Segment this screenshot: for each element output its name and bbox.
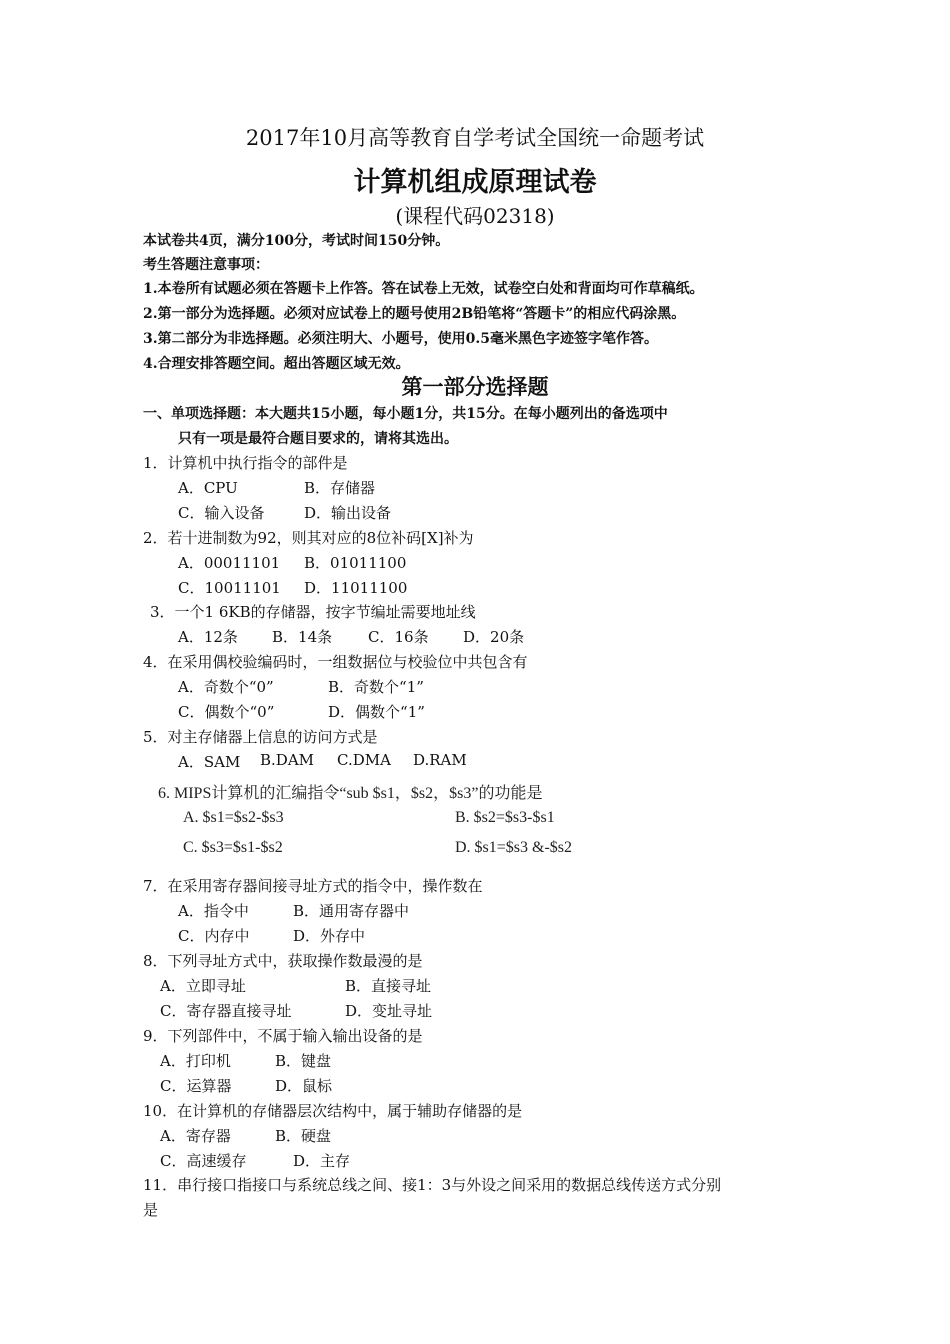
question-3-option-c: C．16条 — [368, 628, 429, 646]
question-6-option-c: C. $s3=$s1-$s2 — [183, 839, 283, 856]
exam-title: 2017年10月高等教育自学考试全国统一命题考试 — [245, 126, 705, 150]
question-8-stem: 8．下列寻址方式中，获取操作数最漫的是 — [143, 952, 423, 970]
question-7-stem: 7．在采用寄存器间接寻址方式的指令中，操作数在 — [143, 877, 483, 895]
question-5-option-c: C.DMA — [337, 751, 391, 769]
question-4-option-d: D．偶数个“1” — [328, 703, 425, 721]
question-9-stem: 9．下列部件中，不属于输入输出设备的是 — [143, 1027, 423, 1045]
question-1-option-c: C．输入设备 — [178, 504, 265, 522]
question-8-option-d: D．变址寻址 — [345, 1002, 433, 1020]
question-8-option-a: A．立即寻址 — [160, 977, 246, 995]
question-9-option-d: D．鼠标 — [275, 1077, 333, 1095]
course-code: (课程代码02318) — [395, 204, 555, 228]
question-8-option-b: B．直接寻址 — [345, 977, 432, 995]
note-item-4: 4.合理安排答题空间。超出答题区域无效。 — [143, 356, 410, 372]
question-1-stem: 1．计算机中执行指令的部件是 — [143, 454, 348, 472]
question-11-stem-line1: 11．串行接口指接口与系统总线之间、接1：3与外设之间采用的数据总线传送方式分别 — [143, 1176, 722, 1194]
question-5-option-d: D.RAM — [413, 751, 467, 769]
question-10-option-d: D．主存 — [293, 1152, 351, 1170]
note-item-1: 1.本卷所有试题必须在答题卡上作答。答在试卷上无效，试卷空白处和背面均可作草稿纸。 — [143, 281, 704, 297]
part1-title: 第一部分选择题 — [401, 374, 549, 399]
note-item-3: 3.第二部分为非选择题。必须注明大、小题号，使用0.5毫米黑色字迹签字笔作答。 — [143, 331, 658, 347]
question-6-option-b: B. $s2=$s3-$s1 — [455, 809, 555, 826]
question-5-option-b: B.DAM — [260, 751, 315, 769]
question-3-option-a: A．12条 — [178, 628, 238, 646]
notes-intro: 本试卷共4页，满分100分，考试时间150分钟。 — [143, 233, 450, 249]
question-7-option-c: C．内存中 — [178, 927, 250, 945]
question-6-option-a: A. $s1=$s2-$s3 — [183, 809, 284, 826]
question-6-stem: 6. MIPS计算机的汇编指令“sub $s1，$s2，$s3”的功能是 — [158, 785, 543, 802]
question-1-option-a: A．CPU — [178, 479, 238, 497]
question-3-option-b: B．14条 — [272, 628, 333, 646]
question-4-option-b: B．奇数个“1” — [328, 678, 424, 696]
part1-instruction-line2: 只有一项是最符合题目要求的，请将其选出。 — [178, 431, 458, 447]
question-10-option-b: B．硬盘 — [275, 1127, 332, 1145]
question-5-option-a: A．SAM — [178, 753, 241, 771]
question-10-stem: 10．在计算机的存储器层次结构中，属于辅助存储器的是 — [143, 1102, 523, 1120]
notes-heading: 考生答题注意事项： — [143, 257, 269, 273]
question-9-option-a: A．打印机 — [160, 1052, 231, 1070]
question-1-option-b: B．存储器 — [304, 479, 376, 497]
question-3-option-d: D．20条 — [463, 628, 525, 646]
question-2-stem: 2．若十进制数为92，则其对应的8位补码[X]补为 — [143, 529, 474, 547]
question-7-option-a: A．指令中 — [178, 902, 249, 920]
question-2-option-c: C．10011101 — [178, 579, 281, 597]
question-5-stem: 5．对主存储器上信息的访问方式是 — [143, 728, 378, 746]
question-2-option-a: A．00011101 — [178, 554, 281, 572]
question-2-option-b: B．01011100 — [304, 554, 407, 572]
question-1-option-d: D．输出设备 — [304, 504, 392, 522]
question-9-option-b: B．键盘 — [275, 1052, 332, 1070]
question-7-option-b: B．通用寄存器中 — [293, 902, 410, 920]
question-11-stem-line2: 是 — [143, 1201, 159, 1219]
part1-instruction-line1: 一、单项选择题：本大题共15小题，每小题1分，共15分。在每小题列出的备选项中 — [143, 406, 668, 422]
question-2-option-d: D．11011100 — [304, 579, 408, 597]
question-9-option-c: C．运算器 — [160, 1077, 232, 1095]
question-3-stem: 3．一个1 6KB的存储器，按字节编址需要地址线 — [150, 603, 476, 621]
question-4-option-c: C．偶数个“0” — [178, 703, 275, 721]
question-4-stem: 4．在采用偶校验编码时，一组数据位与校验位中共包含有 — [143, 653, 528, 671]
question-6-option-d: D. $s1=$s3 &-$s2 — [455, 839, 573, 856]
question-10-option-c: C．高速缓存 — [160, 1152, 247, 1170]
note-item-2: 2.第一部分为选择题。必须对应试卷上的题号使用2B铅笔将“答题卡”的相应代码涂黑。 — [143, 306, 686, 322]
question-4-option-a: A．奇数个“0” — [178, 678, 274, 696]
question-10-option-a: A．寄存器 — [160, 1127, 231, 1145]
question-8-option-c: C．寄存器直接寻址 — [160, 1002, 292, 1020]
question-7-option-d: D．外存中 — [293, 927, 366, 945]
paper-title: 计算机组成原理试卷 — [353, 167, 597, 198]
